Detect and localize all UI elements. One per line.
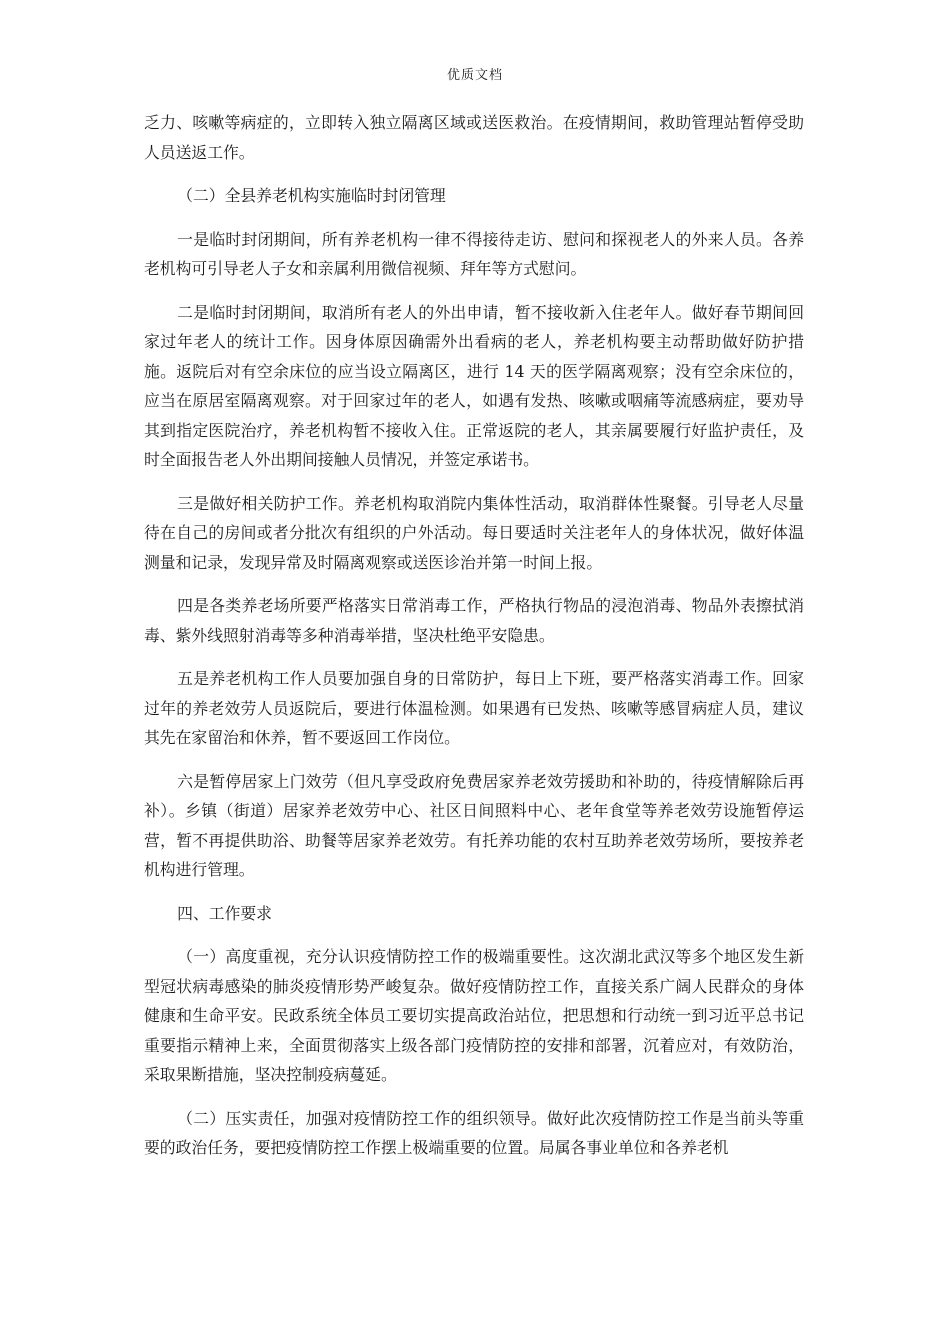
paragraph-home-services: 六是暂停居家上门效劳（但凡享受政府免费居家养老效劳援助和补助的，待疫情解除后再补）。乡镇（街道）居家养老效劳中心、社区日间照料中心、老年食堂等养老效劳设施暂停运营，暂不再提供助浴、助餐等居家养老效劳。有托养功能的农村互助养老效劳场所，要按养老机构进行管理。 xyxy=(144,771,804,879)
paragraph-responsibility: （二）压实责任，加强对疫情防控工作的组织领导。做好此次疫情防控工作是当前头等重要的政治任务，要把疫情防控工作摆上极端重要的位置。局属各事业单位和各养老机 xyxy=(144,1108,804,1157)
paragraph-disinfection: 四是各类养老场所要严格落实日常消毒工作，严格执行物品的浸泡消毒、物品外表擦拭消毒、紫外线照射消毒等多种消毒举措，坚决杜绝平安隐患。 xyxy=(144,596,804,645)
paragraph-staff: 五是养老机构工作人员要加强自身的日常防护，每日上下班，要严格落实消毒工作。回家过年的养老效劳人员返院后，要进行体温检测。如果遇有已发热、咳嗽等感冒病症人员，建议其先在家留治和休养，暂不要返回工作岗位。 xyxy=(144,669,804,747)
page-header: 优质文档 xyxy=(446,68,503,83)
paragraph-visitors: 一是临时封闭期间，所有养老机构一律不得接待走访、慰问和探视老人的外来人员。各养老机构可引导老人子女和亲属利用微信视频、拜年等方式慰问。 xyxy=(144,229,804,278)
paragraph-protection: 三是做好相关防护工作。养老机构取消院内集体性活动，取消群体性聚餐。引导老人尽量待在自己的房间或者分批次有组织的户外活动。每日要适时关注老年人的身体状况，做好体温测量和记录，发现异常及时隔离观察或送医诊治并第一时间上报。 xyxy=(144,493,804,572)
paragraph-outings: 二是临时封闭期间，取消所有老人的外出申请，暂不接收新入住老年人。做好春节期间回家过年老人的统计工作。因身体原因确需外出看病的老人，养老机构要主动帮助做好防护措施。返院后对有空余床位的应当设立隔离区，进行 14 天的医学隔离观察；没有空余床位的，应当在原居室隔离观察。对于回家过年的老人，如遇有发热、咳嗽或咽痛等流感病症，要劝导其到指定医院治疗，养老机构暂不接收入住。正常返院的老人，其亲属要履行好监护责任，及时全面报告老人外出期间接触人员情况，并签定承诺书。 xyxy=(144,302,804,469)
section-heading-requirements: 四、工作要求 xyxy=(177,903,272,923)
paragraph-continued: 乏力、咳嗽等病症的，立即转入独立隔离区域或送医救治。在疫情期间，救助管理站暂停受助人员送返工作。 xyxy=(144,113,804,162)
document-body xyxy=(144,108,804,1177)
paragraph-importance: （一）高度重视，充分认识疫情防控工作的极端重要性。这次湖北武汉等多个地区发生新型冠状病毒感染的肺炎疫情形势严峻复杂。做好疫情防控工作，直接关系广阔人民群众的身体健康和生命平安。民政系统全体员工要切实提高政治站位，把思想和行动统一到习近平总书记重要指示精神上来，全面贯彻落实上级各部门疫情防控的安排和部署，沉着应对，有效防治，采取果断措施，坚决控制疫病蔓延。 xyxy=(144,947,804,1084)
section-heading-elderly-care-closure: （二）全县养老机构实施临时封闭管理 xyxy=(177,186,446,205)
